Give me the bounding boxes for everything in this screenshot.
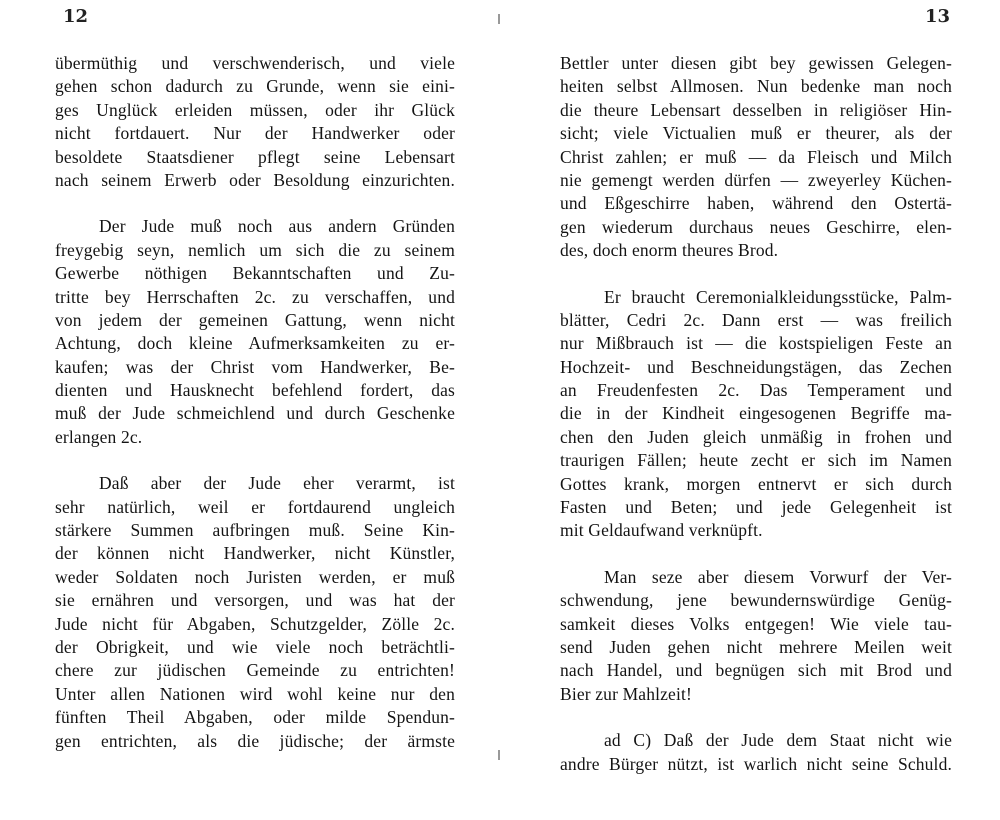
text-line: die theure Lebensart desselben in religiöser Hin- [560, 99, 952, 120]
text-line: ges Unglück erleiden müssen, oder ihr Glück [55, 99, 455, 120]
text-line: von jedem der gemeinen Gattung, wenn nicht [55, 309, 455, 330]
text-line: heiten selbst Allmosen. Nun bedenke man noch [560, 76, 952, 97]
paragraph [560, 729, 952, 776]
text-line: dienten und Hausknecht befehlend fordert, das [55, 380, 455, 401]
text-line: ad C) Daß der Jude dem Staat nicht wie [604, 730, 952, 751]
left-page-text [55, 52, 455, 753]
text-line: Bettler unter diesen gibt bey gewissen Gelegen- [560, 53, 952, 73]
text-line: übermüthig und verschwenderisch, und viele [55, 53, 455, 73]
text-line: nach Handel, und begnügen sich mit Brod und [560, 660, 952, 681]
paragraph [560, 52, 952, 263]
text-line: samkeit dieses Volks entgegen! Wie viele tau- [560, 613, 952, 634]
text-line: chen den Juden gleich unmäßig in frohen und [560, 426, 952, 447]
text-line: nie gemengt werden dürfen — zweyerley Küchen- [560, 169, 952, 190]
text-line: freygebig seyn, nemlich um sich die zu seinem [55, 239, 455, 260]
text-line: sie ernähren und versorgen, und was hat der [55, 590, 455, 611]
text-line: andre Bürger nützt, ist warlich nicht seine Schuld. [560, 753, 952, 774]
text-line: Christ zahlen; er muß — da Fleisch und Milch [560, 146, 952, 167]
text-line: chere zur jüdischen Gemeinde zu entrichten! [55, 660, 455, 681]
text-line: stärkere Summen aufbringen muß. Seine Kin- [55, 520, 455, 541]
text-line: kaufen; was der Christ vom Handwerker, Be- [55, 356, 455, 377]
text-line: Hochzeit- und Beschneidungstägen, das Zechen [560, 356, 952, 377]
text-line: besoldete Staatsdiener pflegt seine Lebensart [55, 146, 455, 167]
text-line: des, doch enorm theures Brod. [560, 240, 779, 261]
book-gutter [498, 10, 500, 810]
text-line: Achtung, doch kleine Aufmerksamkeiten zu er- [55, 333, 455, 354]
paragraph [55, 472, 455, 753]
paragraph [55, 52, 455, 192]
text-line: sicht; viele Victualien muß er theurer, als der [560, 123, 952, 144]
page-number-right: 13 [924, 6, 950, 27]
text-line: gehen schon dadurch zu Grunde, wenn sie eini- [55, 76, 455, 97]
text-line: nicht fortdauert. Nur der Handwerker oder [55, 123, 455, 144]
text-line: der können nicht Handwerker, nicht Künstler, [55, 543, 455, 564]
text-line: Man seze aber diesem Vorwurf der Ver- [604, 566, 952, 587]
text-line: Gewerbe nöthigen Bekanntschaften und Zu- [55, 263, 455, 284]
text-line: send Juden gehen nicht mehrere Meilen weit [560, 636, 952, 657]
text-line: schwendung, jene bewundernswürdige Genüg- [560, 590, 952, 611]
text-line: gen entrichten, als die jüdische; der ärmste [55, 730, 455, 751]
text-line: nach seinem Erwerb oder Besoldung einzurichten. [55, 169, 455, 190]
text-line: Der Jude muß noch aus andern Gründen [99, 216, 455, 237]
text-line: gen wiederum durchaus neues Geschirre, elen- [560, 216, 952, 237]
text-line: Jude nicht für Abgaben, Schutzgelder, Zölle 2c. [55, 613, 455, 634]
text-line: Unter allen Nationen wird wohl keine nur den [55, 683, 455, 704]
text-line: Bier zur Mahlzeit! [560, 683, 692, 704]
text-line: blätter, Cedri 2c. Dann erst — was freilich [560, 309, 952, 330]
paragraph [560, 566, 952, 706]
text-line: sehr natürlich, weil er fortdaurend ungleich [55, 496, 455, 517]
text-line: die in der Kindheit eingesogenen Begriffe ma- [560, 403, 952, 424]
text-line: Fasten und Beten; und jede Gelegenheit ist [560, 497, 952, 518]
text-line: Er braucht Ceremonialkleidungsstücke, Palm- [604, 286, 952, 307]
text-line: Daß aber der Jude eher verarmt, ist [99, 473, 455, 494]
right-page-text [560, 52, 952, 776]
text-line: an Freudenfesten 2c. Das Temperament und [560, 380, 952, 401]
text-line: weder Soldaten noch Juristen werden, er muß [55, 566, 455, 587]
left-page [55, 0, 455, 820]
text-line: und Eßgeschirre haben, während den Ostertä- [560, 193, 952, 214]
text-line: nur Mißbrauch ist — die kostspieligen Feste an [560, 333, 952, 354]
text-line: der Obrigkeit, und wie viele noch beträchtli- [55, 636, 455, 657]
text-line: fünften Theil Abgaben, oder milde Spendun- [55, 707, 455, 728]
page-number-left: 12 [63, 6, 89, 27]
text-line: muß der Jude schmeichlend und durch Geschenke [55, 403, 455, 424]
text-line: Gottes krank, morgen entnervt er sich durch [560, 473, 952, 494]
right-page [560, 0, 952, 820]
paragraph [55, 215, 455, 449]
paragraph [560, 286, 952, 543]
text-line: tritte bey Herrschaften 2c. zu verschaffen, und [55, 286, 455, 307]
text-line: erlangen 2c. [55, 426, 143, 447]
text-line: traurigen Fällen; heute zecht er sich im Namen [560, 450, 952, 471]
text-line: mit Geldaufwand verknüpft. [560, 520, 763, 541]
